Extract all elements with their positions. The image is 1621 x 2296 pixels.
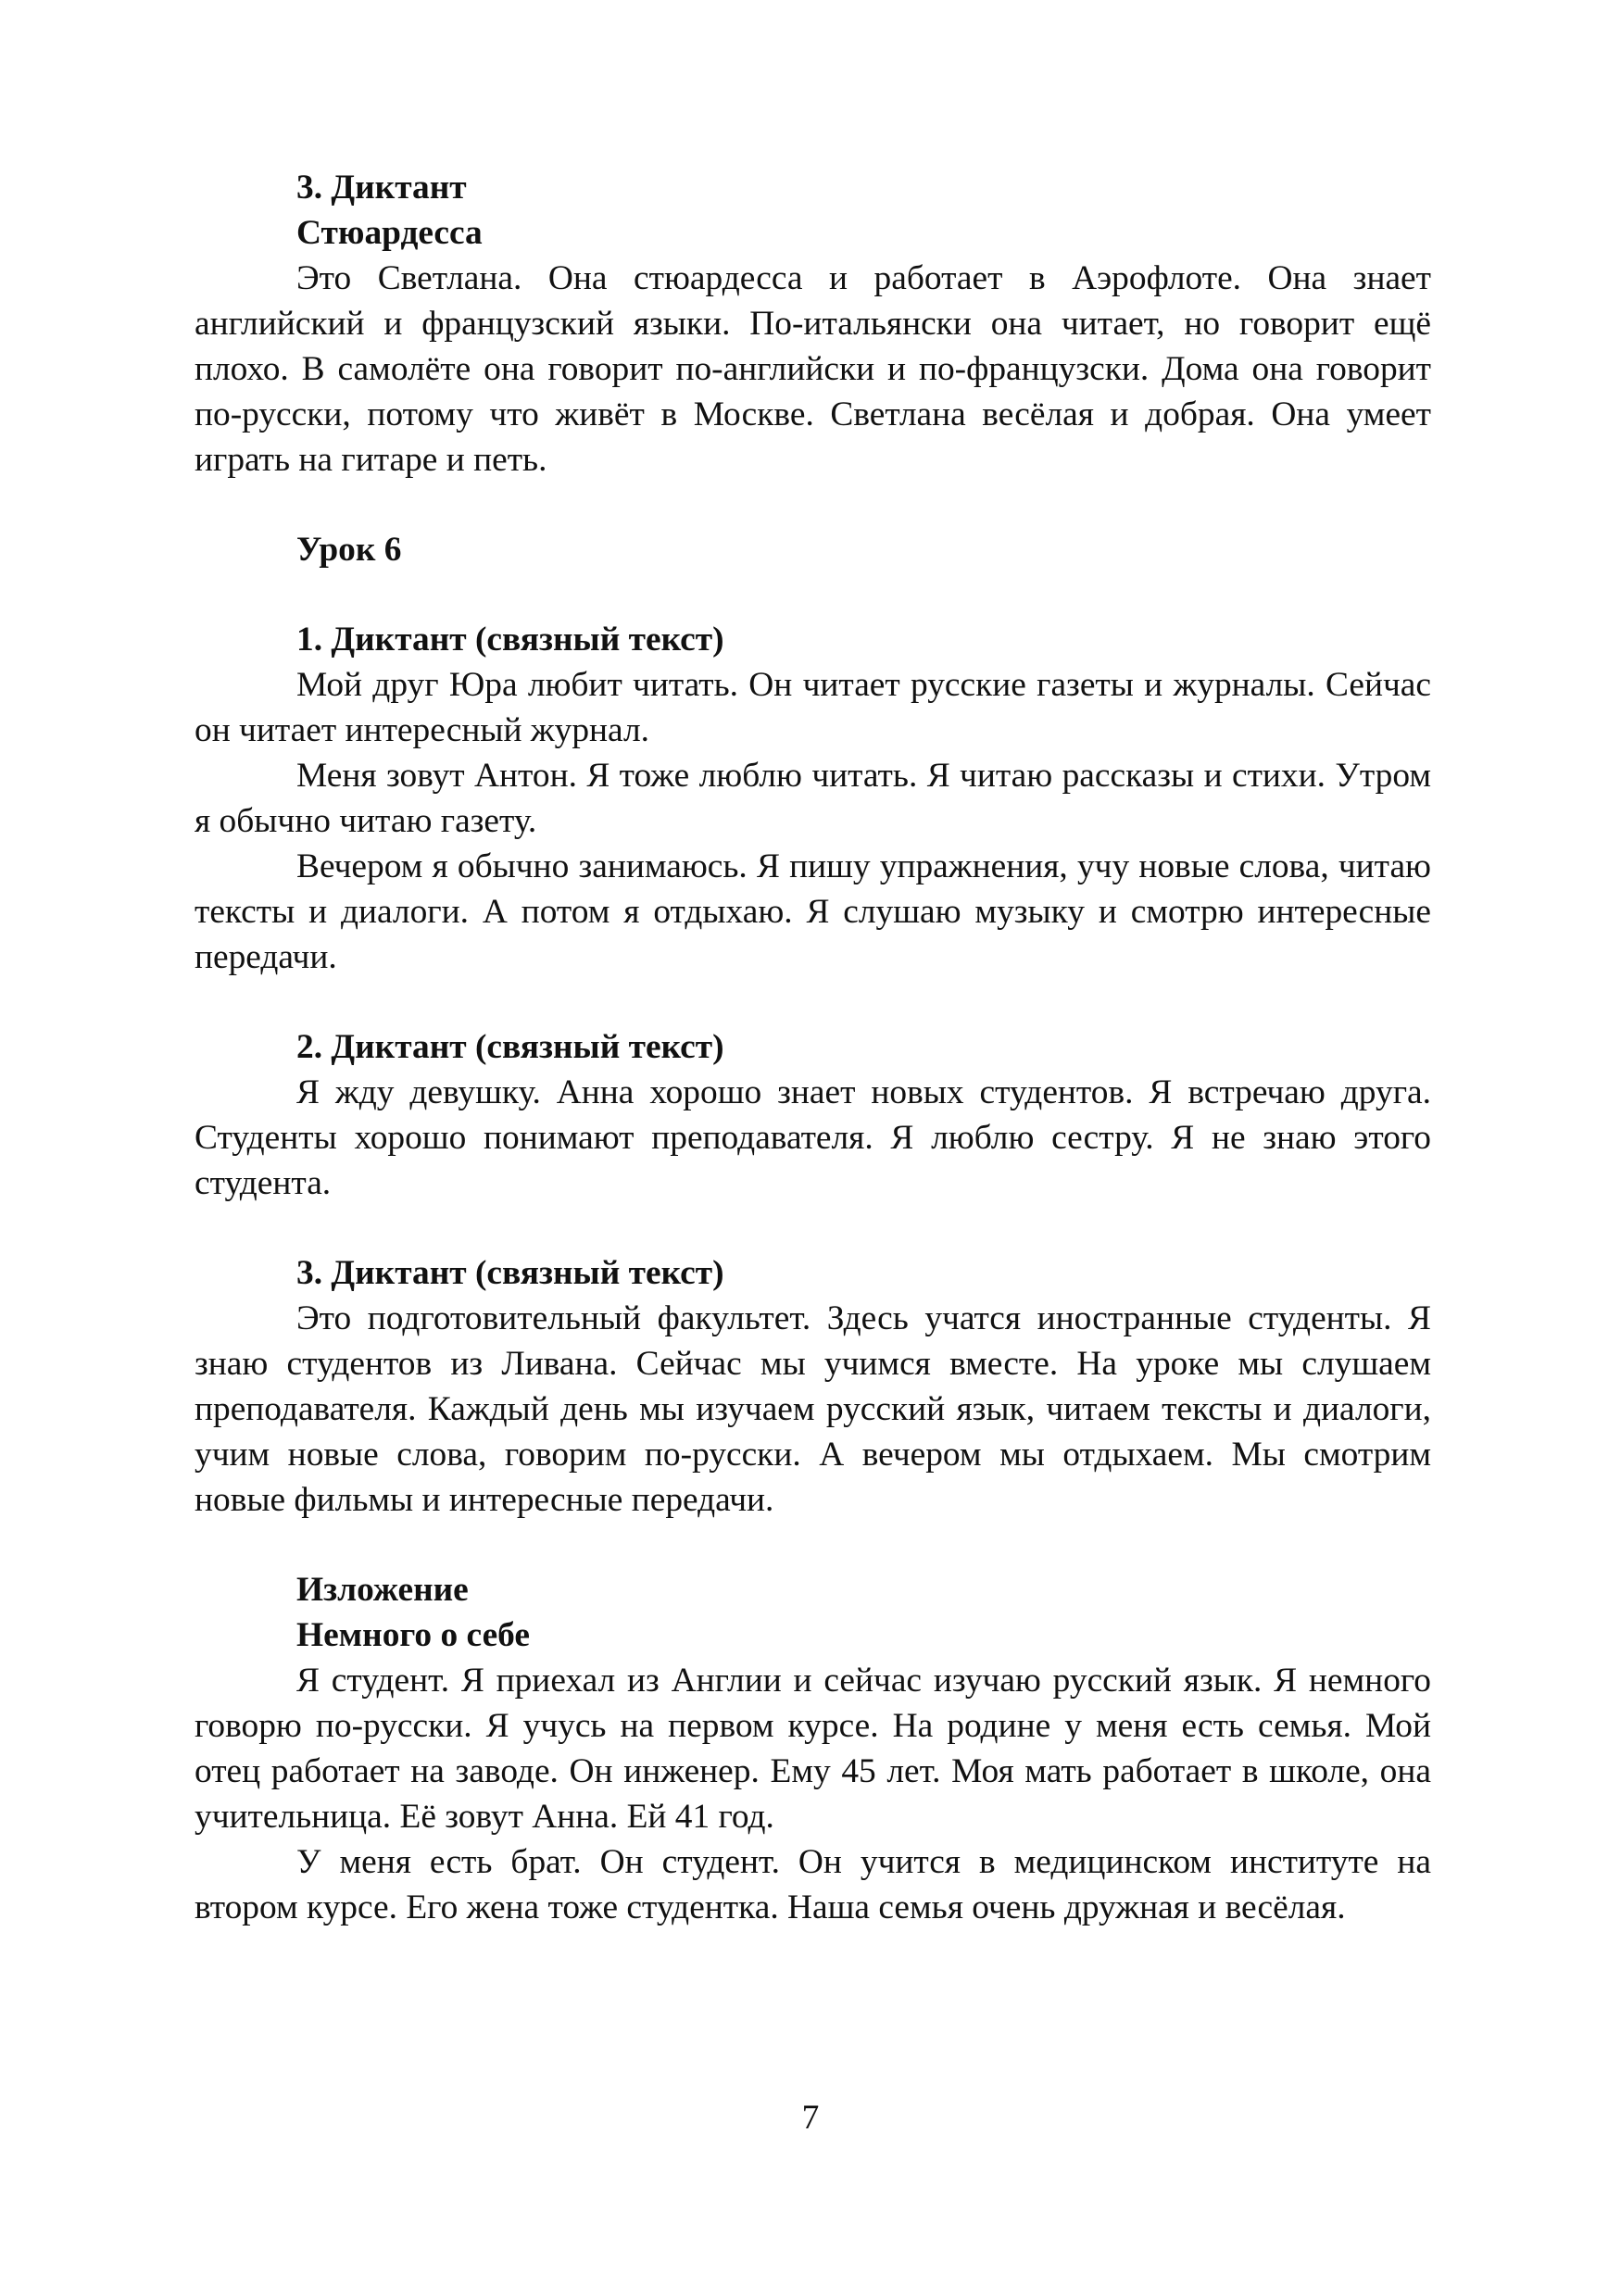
section-dictation-stewardess — [195, 165, 1431, 483]
section-title: Изложение — [296, 1571, 469, 1609]
document-page — [195, 165, 1431, 1930]
page-number: 7 — [801, 2099, 820, 2137]
section-title: 2. Диктант (связный текст) — [296, 1028, 724, 1066]
paragraph: Я студент. Я приехал из Англии и сейчас изучаю русский язык. Я немного говорю по-русски. Я учусь на первом курсе. На родине у меня есть семья. Мой отец работает на заводе. Он инженер. Ему 45 лет. Моя мать работает в школе, она учительница. Её зовут Анна. Ей 41 год. — [195, 1662, 1431, 1836]
section-subtitle: Стюардесса — [296, 214, 483, 252]
paragraph: Мой друг Юра любит читать. Он читает русские газеты и журналы. Сейчас он читает интересный журнал. — [195, 666, 1431, 749]
paragraph: Вечером я обычно занимаюсь. Я пишу упражнения, учу новые слова, читаю тексты и диалоги. А потом я отдыхаю. Я слушаю музыку и смотрю интересные передачи. — [195, 847, 1431, 976]
section-dictation-1 — [195, 617, 1431, 980]
section-dictation-2 — [195, 1024, 1431, 1206]
section-dictation-3 — [195, 1250, 1431, 1523]
paragraph: Это Светлана. Она стюардесса и работает в Аэрофлоте. Она знает английский и французский языки. По-итальянски она читает, но говорит ещё плохо. В самолёте она говорит по-английски и по-французски. Дома она говорит по-русски, потому что живёт в Москве. Светлана весёлая и добрая. Она умеет играть на гитаре и петь. — [195, 259, 1431, 479]
paragraph: У меня есть брат. Он студент. Он учится в медицинском институте на втором курсе. Его жена тоже студентка. Наша семья очень дружная и весёлая. — [195, 1843, 1431, 1926]
section-title: 3. Диктант (связный текст) — [296, 1254, 724, 1292]
lesson-title: Урок 6 — [296, 531, 402, 569]
section-summary — [195, 1567, 1431, 1930]
paragraph: Это подготовительный факультет. Здесь учатся иностранные студенты. Я знаю студентов из Ливана. Сейчас мы учимся вместе. На уроке мы слушаем преподавателя. Каждый день мы изучаем русский язык, читаем тексты и диалоги, учим новые слова, говорим по-русски. А вечером мы отдыхаем. Мы смотрим новые фильмы и интересные передачи. — [195, 1299, 1431, 1519]
section-title: 1. Диктант (связный текст) — [296, 621, 724, 659]
paragraph: Я жду девушку. Анна хорошо знает новых студентов. Я встречаю друга. Студенты хорошо понимают преподавателя. Я люблю сестру. Я не знаю этого студента. — [195, 1073, 1431, 1202]
paragraph: Меня зовут Антон. Я тоже люблю читать. Я читаю рассказы и стихи. Утром я обычно читаю газету. — [195, 757, 1431, 840]
section-title: 3. Диктант — [296, 169, 467, 207]
section-subtitle: Немного о себе — [296, 1616, 530, 1654]
